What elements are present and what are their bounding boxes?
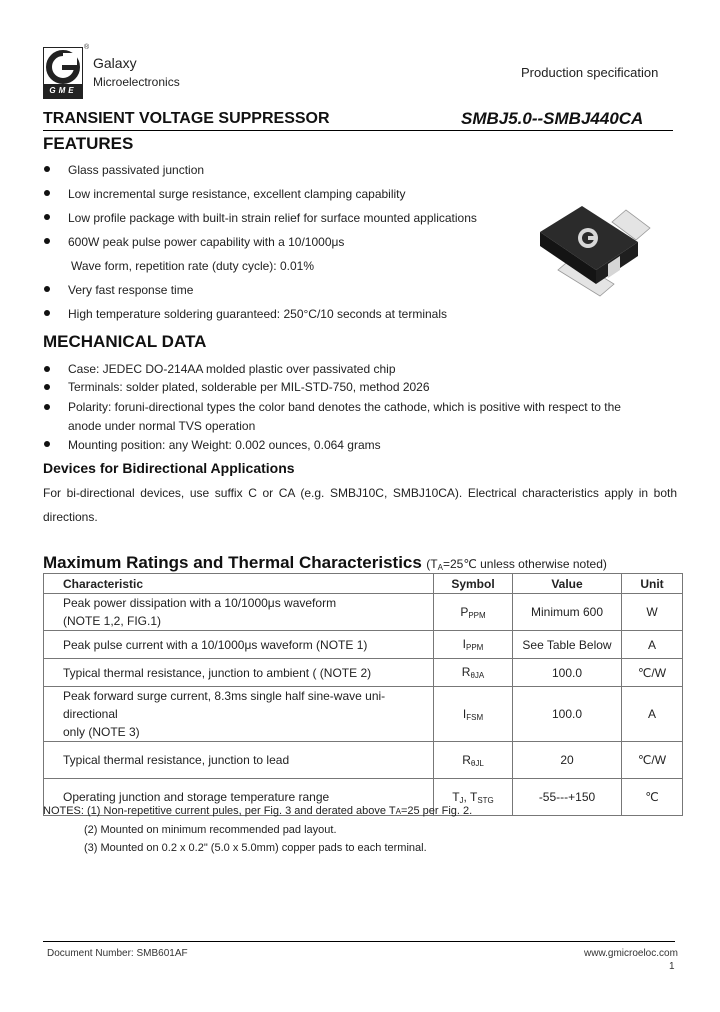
feature-item: 600W peak pulse power capability with a 10/1000μs bbox=[68, 235, 345, 249]
mechanical-heading: MECHANICAL DATA bbox=[43, 332, 207, 351]
brand-name: Galaxy bbox=[93, 55, 137, 71]
value-cell: 20 bbox=[513, 742, 622, 779]
value-cell: -55---+150 bbox=[513, 779, 622, 816]
unit-cell: A bbox=[622, 687, 683, 742]
mechanical-item: Polarity: foruni-directional types the color band denotes the cathode, which is positive with respect to the bbox=[68, 400, 621, 414]
table-row bbox=[44, 594, 683, 631]
symbol-cell: $R_{\theta JA}$ bbox=[434, 659, 513, 687]
characteristic-cell: Operating junction and storage temperature range bbox=[44, 779, 434, 816]
title-divider bbox=[43, 130, 673, 131]
footer-divider bbox=[43, 941, 675, 942]
symbol-cell: $P_{PPM}$ bbox=[434, 594, 513, 631]
ratings-table bbox=[43, 573, 683, 816]
unit-cell: A bbox=[622, 631, 683, 659]
characteristic-cell: Peak power dissipation with a 10/1000μs waveform (NOTE 1,2, FIG.1) bbox=[44, 594, 434, 631]
unit-cell: ℃ bbox=[622, 779, 683, 816]
bidirectional-text-end: directions. bbox=[43, 510, 98, 524]
feature-item: Low incremental surge resistance, excellent clamping capability bbox=[68, 187, 406, 201]
bullet-icon bbox=[44, 214, 50, 220]
symbol-cell: $R_{\theta JL}$ bbox=[434, 742, 513, 779]
package-image bbox=[510, 160, 675, 325]
document-number: Document Number: SMB601AF bbox=[47, 948, 188, 959]
unit-cell: W bbox=[622, 594, 683, 631]
feature-item: Glass passivated junction bbox=[68, 163, 205, 177]
bullet-icon bbox=[44, 366, 50, 372]
note-3: (3) Mounted on 0.2 x 0.2" (5.0 x 5.0mm) copper pads to each terminal. bbox=[84, 842, 427, 854]
mechanical-item: Case: JEDEC DO-214AA molded plastic over passivated chip bbox=[68, 362, 396, 376]
unit-cell: ℃/W bbox=[622, 742, 683, 779]
column-header: Unit bbox=[622, 574, 683, 594]
symbol-cell: $T_J$, $T_{STG}$ bbox=[434, 779, 513, 816]
characteristic-cell: Typical thermal resistance, junction to lead bbox=[44, 742, 434, 779]
mechanical-item: Mounting position: any Weight: 0.002 ounces, 0.064 grams bbox=[68, 438, 381, 452]
value-cell: Minimum 600 bbox=[513, 594, 622, 631]
bullet-icon bbox=[44, 310, 50, 316]
page-number: 1 bbox=[669, 961, 675, 972]
feature-item: Very fast response time bbox=[68, 283, 194, 297]
feature-item-continuation: Wave form, repetition rate (duty cycle): 0.01% bbox=[71, 259, 314, 273]
page-title: TRANSIENT VOLTAGE SUPPRESSOR bbox=[43, 110, 330, 127]
column-header: Symbol bbox=[434, 574, 513, 594]
value-cell: See Table Below bbox=[513, 631, 622, 659]
table-row bbox=[44, 659, 683, 687]
value-cell: 100.0 bbox=[513, 687, 622, 742]
note-1: NOTES: (1) Non-repetitive current pules, per Fig. 3 and derated above TA=25 per Fig. 2. bbox=[43, 805, 473, 817]
characteristic-cell: Peak pulse current with a 10/1000μs waveform (NOTE 1) bbox=[44, 631, 434, 659]
column-header: Characteristic bbox=[44, 574, 434, 594]
column-header: Value bbox=[513, 574, 622, 594]
registered-mark: ® bbox=[84, 44, 90, 51]
unit-cell: ℃/W bbox=[622, 659, 683, 687]
symbol-cell: $I_{FSM}$ bbox=[434, 687, 513, 742]
ratings-heading-line bbox=[43, 553, 607, 573]
mechanical-item: Terminals: solder plated, solderable per MIL-STD-750, method 2026 bbox=[68, 380, 430, 394]
characteristic-cell: Typical thermal resistance, junction to ambient ( (NOTE 2) bbox=[44, 659, 434, 687]
bullet-icon bbox=[44, 384, 50, 390]
brand-subtitle: Microelectronics bbox=[93, 75, 180, 89]
table-row bbox=[44, 687, 683, 742]
ratings-note: ($T_A=25℃$ unless otherwise noted) bbox=[426, 557, 607, 572]
feature-item: High temperature soldering guaranteed: 250°C/10 seconds at terminals bbox=[68, 307, 448, 321]
logo-letters: GME bbox=[44, 84, 82, 98]
bullet-icon bbox=[44, 404, 50, 410]
bidirectional-heading: Devices for Bidirectional Applications bbox=[43, 460, 295, 476]
company-logo bbox=[43, 47, 83, 99]
logo-g-icon bbox=[46, 50, 80, 84]
symbol-cell: $I_{PPM}$ bbox=[434, 631, 513, 659]
note-2: (2) Mounted on minimum recommended pad layout. bbox=[84, 824, 337, 836]
table-row bbox=[44, 742, 683, 779]
table-header-row bbox=[44, 574, 683, 594]
bullet-icon bbox=[44, 238, 50, 244]
bullet-icon bbox=[44, 441, 50, 447]
ratings-heading: Maximum Ratings and Thermal Characteristics bbox=[43, 553, 422, 572]
website-link[interactable]: www.gmicroeloc.com bbox=[584, 948, 678, 959]
bullet-icon bbox=[44, 166, 50, 172]
mechanical-item-continuation: anode under normal TVS operation bbox=[68, 419, 256, 433]
table-row bbox=[44, 631, 683, 659]
value-cell: 100.0 bbox=[513, 659, 622, 687]
features-heading: FEATURES bbox=[43, 134, 134, 153]
characteristic-cell: Peak forward surge current, 8.3ms single half sine-wave uni-directional only (NOTE 3) bbox=[44, 687, 434, 742]
part-number: SMBJ5.0--SMBJ440CA bbox=[461, 109, 644, 128]
document-type: Production specification bbox=[521, 65, 659, 80]
bidirectional-text: For bi-directional devices, use suffix C or CA (e.g. SMBJ10C, SMBJ10CA). Electrical characteristics apply in both bbox=[43, 486, 677, 500]
bullet-icon bbox=[44, 190, 50, 196]
feature-item: Low profile package with built-in strain relief for surface mounted applications bbox=[68, 211, 477, 225]
bullet-icon bbox=[44, 286, 50, 292]
